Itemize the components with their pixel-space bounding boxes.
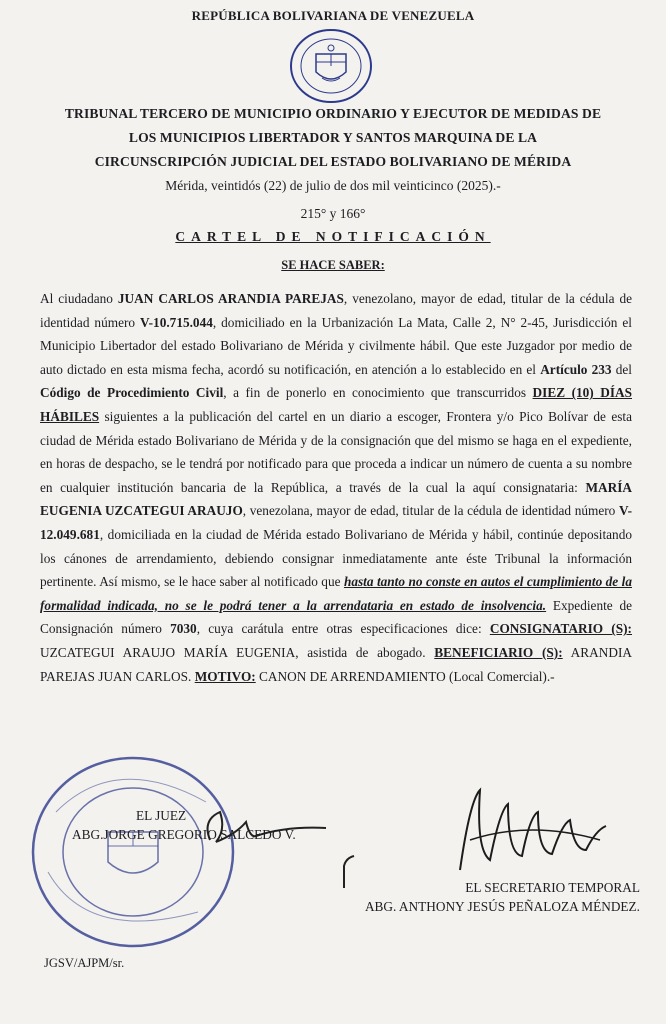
secretary-signature-block bbox=[330, 878, 640, 916]
consignee-id: V-12.049.681 bbox=[40, 503, 632, 542]
hace-saber-heading: SE HACE SABER: bbox=[281, 258, 385, 272]
tribunal-heading bbox=[30, 102, 636, 174]
body-text: , venezolano, mayor de edad, titular de la cédula de identidad número bbox=[40, 291, 633, 330]
body-text: , venezolana, mayor de edad, titular de la cédula de identidad número bbox=[242, 503, 619, 519]
body-text: , domiciliada en la ciudad de Mérida estado Bolivariano de Mérida y hábil, continúe depositando los cánones de arrendamiento, debiendo consignar inmediatamente ante éste Tribunal la información pertinente. Así mismo, se le hace saber al notificado que bbox=[40, 526, 632, 590]
document-initials: JGSV/AJPM/sr. bbox=[44, 956, 125, 970]
tribunal-line-2: LOS MUNICIPIOS LIBERTADOR Y SANTOS MARQUINA DE LA bbox=[128, 130, 538, 145]
body-text: del bbox=[611, 361, 632, 377]
insolvency-notice: hasta tanto no conste en autos el cumplimiento de la formalidad indicada, no se le podrá tener a la arrendataria en estado de insolvencia. bbox=[40, 574, 632, 613]
tribunal-line-1: TRIBUNAL TERCERO DE MUNICIPIO ORDINARIO Y EJECUTOR DE MEDIDAS DE bbox=[64, 106, 602, 121]
beneficiario-label: BENEFICIARIO (S): bbox=[434, 644, 563, 660]
secretary-signature bbox=[440, 780, 620, 890]
body-text: , a fin de ponerlo en conocimiento que transcurridos bbox=[223, 385, 533, 401]
case-number: 7030 bbox=[170, 621, 197, 637]
body-text: , domiciliado en la Urbanización La Mata, Calle 2, N° 2-45, Jurisdicción el Municipio Libertador del estado Bolivariano de Mérida y civilmente hábil. Que este Juzgador por medio de auto dictado en esta misma fecha, acordó su notificación, en atención a lo establecido en el bbox=[40, 314, 632, 377]
coat-of-arms-seal bbox=[276, 28, 386, 104]
notified-id: V-10.715.044 bbox=[140, 314, 213, 330]
term-days: DIEZ (10) DÍAS HÁBILES bbox=[40, 385, 633, 424]
body-text: UZCATEGUI ARAUJO MARÍA EUGENIA, asistida de abogado. bbox=[40, 644, 435, 660]
body-text: CANON DE ARRENDAMIENTO (Local Comercial).- bbox=[255, 668, 555, 684]
body-text: siguientes a la publicación del cartel en un diario a escoger, Frontera y/o Pico Bolívar de esta ciudad de Mérida estado Bolivariano de Mérida y de la consignación que del mismo se haga en el expediente, en horas de despacho, se le tendrá por notificado para que proceda a indicar un número de cuenta a su nombre en cualquier institución bancaria de la República, a través de la cual la aquí consignataria: bbox=[40, 408, 632, 495]
years-line: 215° y 166° bbox=[300, 206, 366, 221]
body-text: Al ciudadano bbox=[40, 291, 118, 306]
consignatario-label: CONSIGNATARIO (S): bbox=[489, 621, 632, 637]
body-text: , cuya carátula entre otras especificaciones dice: bbox=[196, 621, 490, 637]
body-text: ARANDIA PAREJAS JUAN CARLOS. bbox=[40, 644, 632, 684]
tribunal-line-3: CIRCUNSCRIPCIÓN JUDICIAL DEL ESTADO BOLIVARIANO DE MÉRIDA bbox=[94, 154, 572, 169]
notification-body bbox=[40, 287, 632, 688]
judge-title: EL JUEZ bbox=[136, 808, 187, 823]
judge-signature-block bbox=[72, 806, 332, 844]
code-ref: Código de Procedimiento Civil bbox=[40, 385, 224, 401]
secretary-title: EL SECRETARIO TEMPORAL bbox=[465, 880, 640, 895]
cartel-title: CARTEL DE NOTIFICACIÓN bbox=[175, 229, 491, 244]
body-text: Expediente de Consignación número bbox=[40, 597, 633, 637]
republic-heading: REPÚBLICA BOLIVARIANA DE VENEZUELA bbox=[191, 8, 475, 23]
secretary-name: ABG. ANTHONY JESÚS PEÑALOZA MÉNDEZ. bbox=[364, 899, 640, 914]
judge-name: ABG.JORGE GREGORIO SALCEDO V. bbox=[72, 827, 296, 842]
notified-name: JUAN CARLOS ARANDIA PAREJAS bbox=[117, 291, 344, 306]
consignee-name: MARÍA EUGENIA UZCATEGUI ARAUJO bbox=[40, 479, 632, 519]
motivo-label: MOTIVO: bbox=[194, 668, 256, 684]
date-line: Mérida, veintidós (22) de julio de dos mil veinticinco (2025).- bbox=[165, 178, 501, 193]
article-ref: Artículo 233 bbox=[540, 361, 612, 377]
